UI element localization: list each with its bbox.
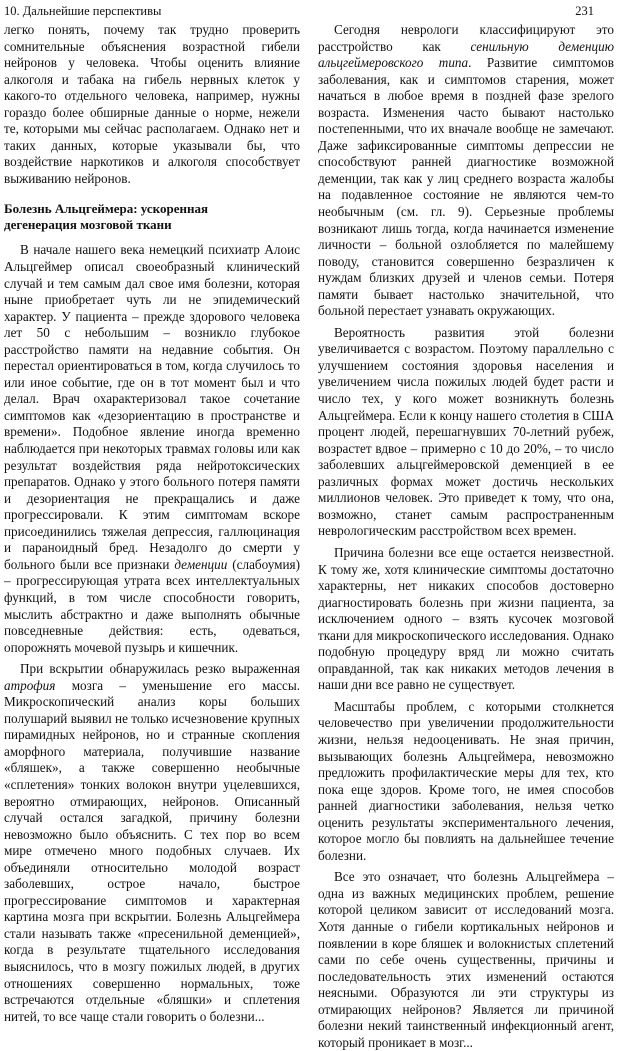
paragraph-text: мозга – уменьшение его массы. Микроскопический анализ коры больших полушарий выявил не только исчезновение крупных пирамидных нейронов, но и странные скопления аморфного материала, получившие название «бляшек», а также совершенно необычные «сплетения» тонких волокон внутри уцелевшихся, вероятно отмирающих, нейронов. Описанный случай остался загадкой, причину болезни невозможно было объяснить. С тех пор во всем мире отмечено много подобных случаев. Их объединяли относительно молодой возраст заболевших, острое начало, быстрое прогрессирование симптомов и характерная картина мозга при вскрытии. Болезнь Альцгеймера стали называть также «пресенильной деменцией», когда в результате тщательного исследования выяснилось, что в мозгу пожилых людей, в других отношениях совершенно нормальных, тоже встречаются отдельные «бляшки» и сплетения нитей, то все чаще стали говорить о болезни...	[4, 677, 300, 1024]
paragraph: Вероятность развития этой болезни увеличивается с возрастом. Поэтому параллельно с улучшением состояния здоровья населения и увеличением числа пожилых людей будет расти и число тех, у кого может возникнуть болезнь Альцгеймера. Если к концу нашего столетия в США процент людей, перешагнувших 70-летний рубеж, возрастет вдвое – примерно с 10 до 20%, – то число заболевших альцгеймеровской деменцией в ее различных формах может достичь нескольких миллионов человек. Это приведет к тому, что она, возможно, станет самым распространенным неврологическим расстройством всех времен.	[318, 324, 614, 539]
paragraph	[4, 242, 300, 656]
paragraph-text: В начале нашего века немецкий психиатр Алоис Альцгеймер описал своеобразный клинический случай и тем самым дал свое имя болезни, которая ныне приобретает чуть ли не эпидемический характер. У пациента – прежде здорового человека лет 50 с небольшим – возникло глубокое расстройство памяти на недавние события. Он перестал ориентироваться в том, когда случилось то или иное событие, где он в тот момент был и что делал. Врач охарактеризовал такое сочетание симптомов как «дезориентацию в пространстве и времени». Подобное явление иногда временно наблюдается при некоторых травмах головы или как результат воздействия ряда нейротоксических препаратов. Однако у этого больного потеря памяти и дезориентация не прекращались и даже прогрессировали. К этим симптомам вскоре присоединились тяжелая депрессия, галлюцинация и параноидный бред. Незадолго до смерти у больного были все признаки	[4, 242, 300, 572]
emphasized-term: атрофия	[4, 677, 56, 693]
paragraph	[318, 22, 614, 320]
paragraph	[4, 661, 300, 1025]
emphasized-term: сенильную деменцию альцгеймеровского типа	[318, 38, 614, 71]
running-header	[4, 2, 594, 22]
right-column	[318, 22, 614, 1050]
left-column	[4, 22, 300, 1024]
paragraph-text: . Развитие симптомов заболевания, как и симптомов старения, может начаться в любое время в поздней фазе зрелого возраста. Изменения часто бывают настолько постепенными, что их вначале вообще не замечают. Даже зафиксированные симптомы депрессии не способствуют ранней диагностике возможной деменции, так как у лиц среднего возраста жалобы на подавленное состояние не являются чем-то необычным (см. гл. 9). Серьезные проблемы возникают лишь тогда, когда начинается изменение личности – больной озлобляется по малейшему поводу, становится совершенно безразличен к нуждам близких друзей и членов семьи. Потеря памяти бывает настолько значительной, что больной перестает узнавать окружающих.	[318, 55, 614, 319]
paragraph: Масштабы проблем, с которыми столкнется человечество при увеличении продолжительности жизни, нельзя недооценивать. Не зная причин, вызывающих болезнь Альцгеймера, невозможно предложить профилактические меры для тех, кто пока еще здоров. Кроме того, не имея способов ранней диагностики заболевания, нельзя четко оценить результаты экспериментального лечения, которое могло бы повлиять на дальнейшее течение болезни.	[318, 698, 614, 863]
paragraph-text: Сегодня неврологи классифицируют это расстройство как	[318, 22, 614, 54]
paragraph: Все это означает, что болезнь Альцгеймера – одна из важных медицинских проблем, решение которой целиком зависит от исследований мозга. Хотя данные о гибели кортикальных нейронов и появлении в коре бляшек и волокнистых сплетений сами по себе очень существенны, причины и последовательность этих изменений остаются неясными. Образуются ли эти структуры из отмирающих нейронов? Является ли причиной болезни некий таинственный инфекционный агент, который проникает в мозг...	[318, 869, 614, 1050]
chapter-title: 10. Дальнейшие перспективы	[4, 4, 162, 18]
paragraph: Причина болезни все еще остается неизвестной. К тому же, хотя клинические симптомы достаточно характерны, нет никаких способов достоверно диагностировать болезнь при жизни пациента, за исключением одного – взять кусочек мозговой ткани для микроскопического исследования. Однако подобную процедуру вряд ли можно считать оправданной, так как никаких методов лечения в наши дни все равно не существует.	[318, 544, 614, 693]
paragraph: легко понять, почему так трудно проверить сомнительные объяснения возрастной гибели нейронов у человека. Чтобы оценить влияние алкоголя и табака на гибель нервных клеток у какого-то отдельного человека, например, нужны гораздо более обширные данные о норме, нежели те, которыми мы сейчас располагаем. Однако нет и таких данных, которые указывали бы, что воздействие наркотиков и алкоголя способствует выживанию нейронов.	[4, 22, 300, 186]
section-heading: Болезнь Альцгеймера: ускоренная дегенерация мозговой ткани	[4, 201, 209, 233]
page-number: 231	[575, 4, 594, 18]
emphasized-term: деменции	[174, 556, 228, 572]
paragraph-text: При вскрытии обнаружилась резко выраженная	[20, 661, 300, 677]
paragraph-text: (слабоумия) – прогрессирующая утрата всех интеллектуальных функций, в том числе способности говорить, мыслить абстрактно и даже выполнять обычные повседневные действия: есть, одеваться, опорожнять мочевой пузырь и кишечник.	[4, 556, 300, 655]
